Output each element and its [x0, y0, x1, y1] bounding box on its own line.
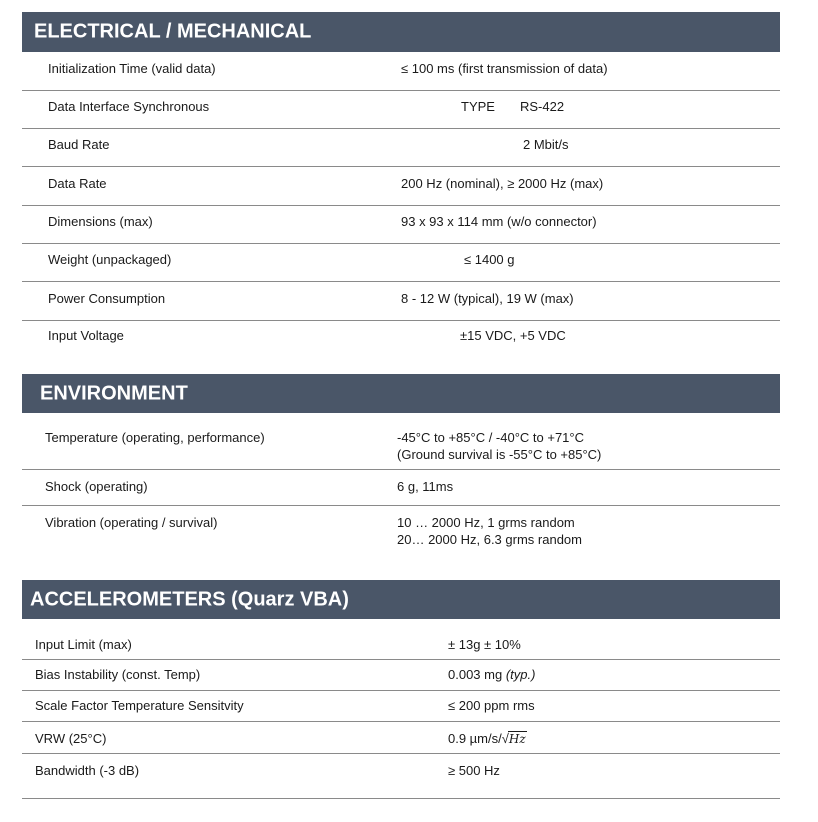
- section-header-accelerometers: [22, 580, 780, 619]
- spec-row: [22, 413, 780, 470]
- spec-label: Baud Rate: [48, 137, 110, 152]
- spec-value-type: TYPE: [461, 99, 495, 114]
- spec-row: [22, 206, 780, 244]
- spec-value-number: 0.003 mg: [448, 667, 503, 682]
- spec-value: ≤ 100 ms (first transmission of data): [401, 61, 608, 76]
- spec-label: Shock (operating): [45, 479, 148, 494]
- spec-value: 8 - 12 W (typical), 19 W (max): [401, 291, 574, 306]
- spec-label: Scale Factor Temperature Sensitvity: [35, 698, 244, 713]
- spec-value: 200 Hz (nominal), ≥ 2000 Hz (max): [401, 176, 604, 191]
- spec-row: [22, 691, 780, 722]
- spec-row: [22, 629, 780, 660]
- section-header-electrical: [22, 12, 780, 52]
- spec-label: Input Limit (max): [35, 637, 132, 652]
- spec-value: ≤ 200 ppm rms: [448, 698, 535, 713]
- spec-value: [397, 429, 601, 463]
- spec-label: Vibration (operating / survival): [45, 515, 218, 530]
- spec-row: [22, 244, 780, 282]
- spec-value: [397, 514, 582, 548]
- spec-value-line: 10 … 2000 Hz, 1 grms random: [397, 515, 575, 530]
- spec-row: [22, 282, 780, 321]
- spec-label: Input Voltage: [48, 328, 124, 343]
- spec-value: ± 13g ± 10%: [448, 637, 521, 652]
- section-title: ELECTRICAL / MECHANICAL: [34, 20, 312, 43]
- spec-row: [22, 754, 780, 799]
- spec-row: [22, 91, 780, 129]
- spec-row: [22, 321, 780, 352]
- spec-value: 2 Mbit/s: [523, 137, 569, 152]
- section-title: ENVIRONMENT: [40, 382, 188, 404]
- spec-value: [448, 730, 527, 748]
- spec-label: Bandwidth (-3 dB): [35, 763, 140, 778]
- spec-label: Temperature (operating, performance): [45, 430, 265, 445]
- section-header-environment: [22, 374, 780, 413]
- spec-row: [22, 129, 780, 167]
- spec-row: [22, 722, 780, 754]
- spec-value-line: 20… 2000 Hz, 6.3 grms random: [397, 532, 582, 547]
- spec-label: Data Interface Synchronous: [48, 99, 210, 114]
- spec-value: ±15 VDC, +5 VDC: [460, 328, 566, 343]
- spec-label: Power Consumption: [48, 291, 166, 306]
- spec-label: Bias Instability (const. Temp): [35, 667, 201, 682]
- spec-row: [22, 167, 780, 206]
- spec-value: 93 x 93 x 114 mm (w/o connector): [401, 214, 597, 229]
- spec-row: [22, 660, 780, 691]
- spec-value-line: -45°C to +85°C / -40°C to +71°C: [397, 430, 584, 445]
- spec-label: Initialization Time (valid data): [48, 61, 216, 76]
- spec-value-number: 0.9 µm/s/: [448, 731, 502, 746]
- spec-value-note: (typ.): [505, 667, 536, 682]
- spec-value: [448, 666, 535, 683]
- spec-value-radicand: Hz: [508, 732, 526, 746]
- spec-row: [22, 470, 780, 506]
- spec-label: VRW (25°C): [35, 731, 107, 746]
- spec-row: [22, 506, 780, 558]
- spec-value: ≥ 500 Hz: [448, 763, 500, 778]
- spec-value-interface: RS-422: [520, 99, 565, 114]
- spec-row: [22, 52, 780, 91]
- spec-label: Weight (unpackaged): [48, 252, 172, 267]
- spec-value: ≤ 1400 g: [464, 252, 515, 267]
- square-root-icon: √Hz: [501, 731, 526, 746]
- spec-value-line: (Ground survival is -55°C to +85°C): [397, 447, 602, 462]
- spec-value: 6 g, 11ms: [397, 479, 454, 494]
- spec-label: Data Rate: [48, 176, 107, 191]
- spec-label: Dimensions (max): [48, 214, 153, 229]
- section-title: ACCELEROMETERS (Quarz VBA): [30, 588, 349, 610]
